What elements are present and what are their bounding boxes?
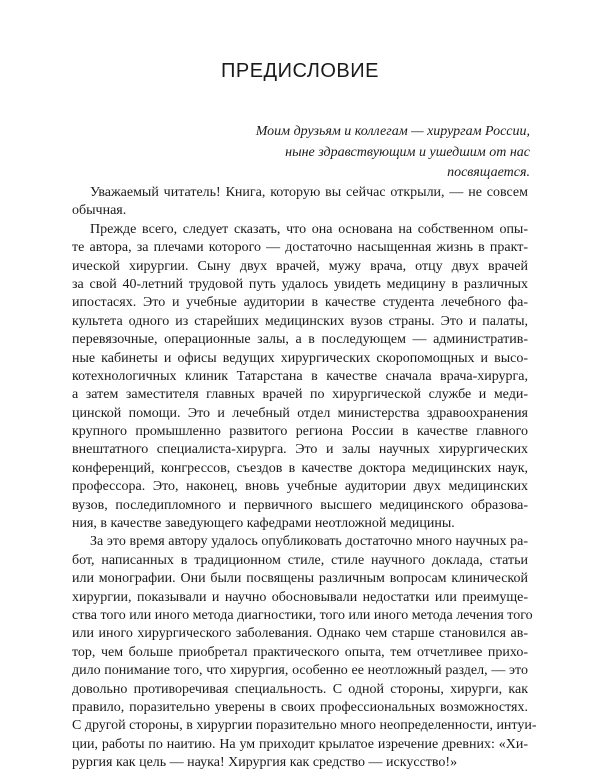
- text-line: Уважаемый читатель! Книга, которую вы сейчас открыли, — не совсем: [90, 185, 528, 200]
- text-line: те автора, за плечами которого — достаточно насыщенная жизнь в практ-: [72, 240, 528, 256]
- text-line: профессора. Это, наконец, вновь учебные аудитории двух медицинских: [72, 479, 528, 495]
- epigraph-line: ныне здравствующим и ушедшим от нас: [285, 144, 530, 160]
- text-line: За это время автору удалось опубликовать достаточно много научных ра-: [90, 534, 528, 550]
- epigraph-line: Моим друзьям и коллегам — хирургам России,: [255, 124, 530, 139]
- text-line: или монографии. Они были посвящены различным вопросам клинической: [72, 571, 528, 587]
- text-line: С другой стороны, в хирургии поразительно много неопределенности, интуи-: [72, 718, 537, 734]
- page-title: ПРЕДИСЛОВИЕ: [221, 60, 379, 82]
- text-line: цинской помощи. Это и лечебный отдел министерства здравоохранения: [72, 405, 528, 421]
- text-line: правило, поразительно уверены в своих профессиональных возможностях.: [72, 699, 528, 715]
- text-line: внештатного специалиста-хирурга. Это и залы научных хирургических: [72, 442, 528, 458]
- text-line: довольно противоречивая специальность. С одной стороны, хирурги, как: [72, 681, 528, 697]
- text-line: вузов, последипломного и первичного высшего медицинского образова-: [72, 497, 528, 513]
- text-line: крупного промышленно развитого региона России в качестве главного: [72, 424, 528, 440]
- text-line: перевязочные, операционные залы, а в последующем — административ-: [72, 332, 528, 348]
- text-line: хирургии, показывали и научно обосновывали недостатки или преимуще-: [72, 589, 528, 605]
- epigraph-line: посвящается.: [447, 165, 530, 180]
- text-line: ства того или иного метода диагностики, того или иного метода лечения того: [72, 607, 533, 623]
- text-line: обычная.: [72, 203, 127, 219]
- text-line: котехнологичных клиник Татарстана в качестве сначала врача-хирурга,: [72, 368, 528, 384]
- text-line: Прежде всего, следует сказать, что она основана на собственном опы-: [90, 221, 528, 237]
- text-line: ния, в качестве заведующего кафедрами неотложной медицины.: [72, 516, 455, 532]
- text-line: ции, работы по наитию. На ум приходит крылатое изречение древних: «Хи-: [72, 736, 528, 752]
- body-text: [72, 184, 537, 773]
- text-line: или иного хирургического заболевания. Однако чем старше становился ав-: [72, 626, 528, 642]
- text-line: за свой 40-летний трудовой путь удалось увидеть медицину в различных: [72, 276, 528, 292]
- text-line: дило понимание того, что хирургия, особенно ее неотложный раздел, — это: [72, 663, 528, 679]
- paragraph: [72, 533, 537, 772]
- paragraph: [72, 221, 528, 534]
- text-line: культета одного из старейших медицинских вузов страны. Это и палаты,: [72, 313, 528, 329]
- text-line: тор, чем больше приобретал практического опыта, тем отчетливее прихо-: [72, 644, 528, 660]
- text-line: ипостасях. Это и учебные аудитории в качестве студента лечебного фа-: [72, 295, 528, 311]
- text-line: ные кабинеты и офисы ведущих хирургических скоропомощных и высо-: [72, 350, 528, 366]
- text-line: бот, написанных в традиционном стиле, стиле научного доклада, статьи: [72, 552, 528, 568]
- text-line: рургия как цель — наука! Хирургия как средство — искусство!»: [72, 755, 458, 771]
- text-line: ической хирургии. Сыну двух врачей, мужу врача, отцу двух врачей: [72, 258, 528, 274]
- epigraph: [110, 122, 530, 184]
- paragraph: [72, 184, 528, 221]
- text-line: а затем заместителя главных врачей по хирургической службе и меди-: [72, 387, 528, 403]
- text-line: конференций, конгрессов, съездов в качестве доктора медицинских наук,: [72, 460, 528, 476]
